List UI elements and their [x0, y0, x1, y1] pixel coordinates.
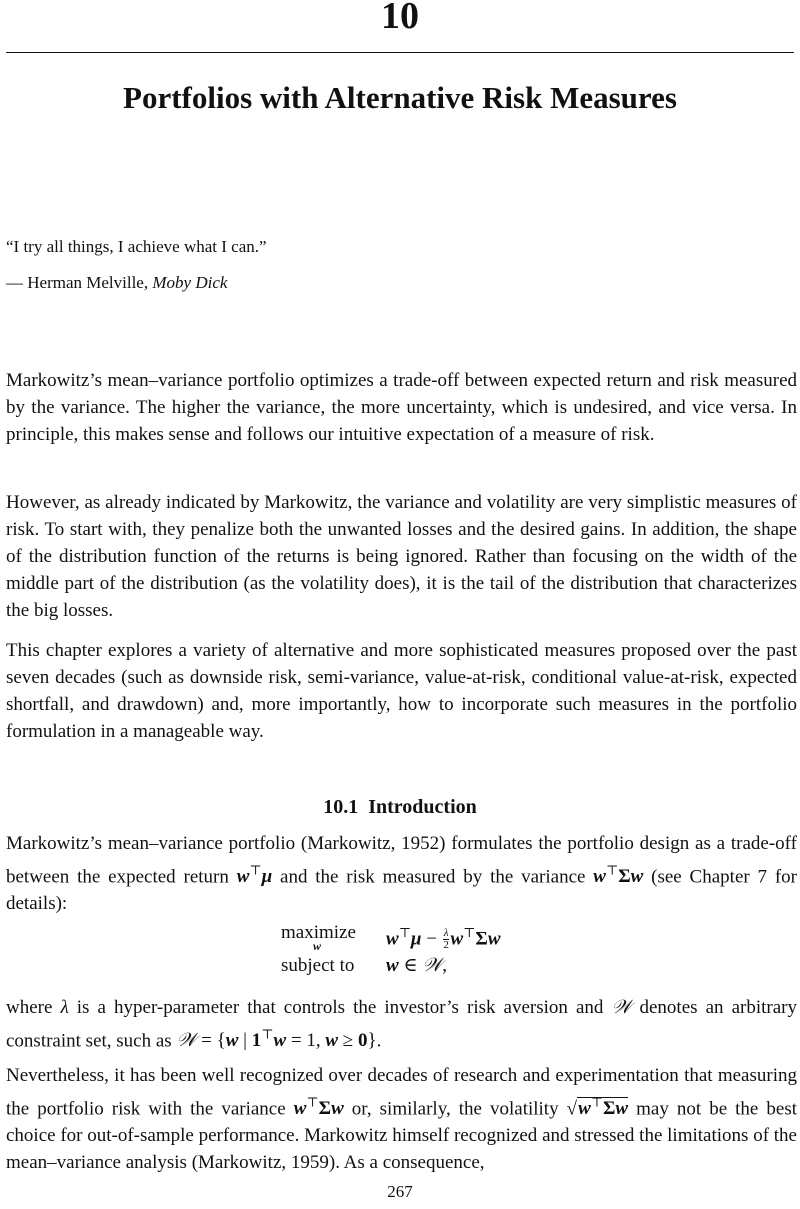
chapter-title: Portfolios with Alternative Risk Measures: [123, 80, 677, 115]
section-heading: [0, 794, 800, 820]
body-text: .: [376, 1030, 382, 1052]
intro-paragraph-2: However, as already indicated by Markowitz, the variance and volatility are very simplistic measures of risk. To start with, they penalize both the unwanted losses and the desired gains. In addition, the shape of the distribution function of the returns is being ignored. Rather than focusing on the width of the middle part of the distribution (as the volatility does), it is the tail of the distribution that characterizes the big losses.: [6, 492, 797, 621]
math-variance: w⊤Σw: [593, 863, 644, 888]
constraint-expression: w ∈ 𝒲,: [386, 955, 447, 976]
section-number: 10.1: [323, 796, 359, 818]
body-paragraph-1: [6, 830, 797, 917]
lambda-half-fraction: $\frac{\lambda}{2}$: [443, 927, 449, 952]
header-rule: [6, 52, 794, 53]
math-lambda: λ: [60, 997, 69, 1018]
math-constraint-definition: 𝒲 = {w | 1⊤w = 1, w ≥ 0}: [176, 1027, 377, 1052]
page-number: 267: [387, 1182, 413, 1201]
epigraph-quote: “I try all things, I achieve what I can.”: [6, 237, 267, 256]
intro-paragraph-1: Markowitz’s mean–variance portfolio optimizes a trade-off between expected return and risk measured by the variance. The higher the variance, the more uncertainty, which is undesired, and vice versa. In principle, this makes sense and follows our intuitive expectation of a measure of risk.: [6, 370, 797, 445]
body-text: where: [6, 997, 61, 1018]
optimization-variable: w: [313, 939, 322, 953]
section-title: Introduction: [368, 796, 477, 818]
intro-paragraph-3: This chapter explores a variety of alternative and more sophisticated measures proposed over the past seven decades (such as downside risk, semi-variance, value-at-risk, conditional value-at-risk, expected shortfall, and drawdown) and, more importantly, how to incorporate such measures in the portfolio formulation in a manageable way.: [6, 640, 797, 742]
math-constraint-set: 𝒲: [611, 997, 632, 1018]
epigraph-author: — Herman Melville,: [6, 273, 153, 292]
body-text: may not be the best choice for out-of-sample performance. Markowitz himself recognized and stressed the limitations of the mean–variance analysis (Markowitz, 1959). As a consequence,: [6, 1098, 797, 1174]
objective-expression: w⊤μ − $\frac{\lambda}{2}$ w⊤Σw: [386, 925, 501, 952]
maximize-operator: maximize: [281, 922, 356, 943]
math-expected-return: w⊤μ: [236, 863, 273, 888]
body-text: Nevertheless, it has been well recognized over decades of research and experimentation that measuring the portfolio risk with the variance: [6, 1065, 797, 1120]
body-text: or, similarly, the volatility: [343, 1098, 567, 1120]
chapter-number: 10: [381, 0, 419, 37]
body-text: denotes an arbitrary constraint set, such as: [6, 997, 797, 1052]
body-paragraph-3: [6, 1062, 797, 1176]
body-paragraph-2: [6, 994, 797, 1054]
body-text: Markowitz’s mean–variance portfolio (Markowitz, 1952) formulates the portfolio design as a trade-off between the expected return: [6, 833, 797, 888]
math-volatility: √w⊤Σw: [566, 1095, 629, 1120]
math-variance: w⊤Σw: [293, 1095, 344, 1120]
body-text: and the risk measured by the variance: [272, 866, 594, 888]
subject-to-label: subject to: [281, 955, 355, 976]
epigraph-work: Moby Dick: [152, 273, 228, 292]
body-text: (see Chapter 7 for details):: [6, 866, 798, 915]
epigraph-attribution: [6, 272, 227, 294]
body-text: is a hyper-parameter that controls the investor’s risk aversion and: [68, 997, 612, 1018]
